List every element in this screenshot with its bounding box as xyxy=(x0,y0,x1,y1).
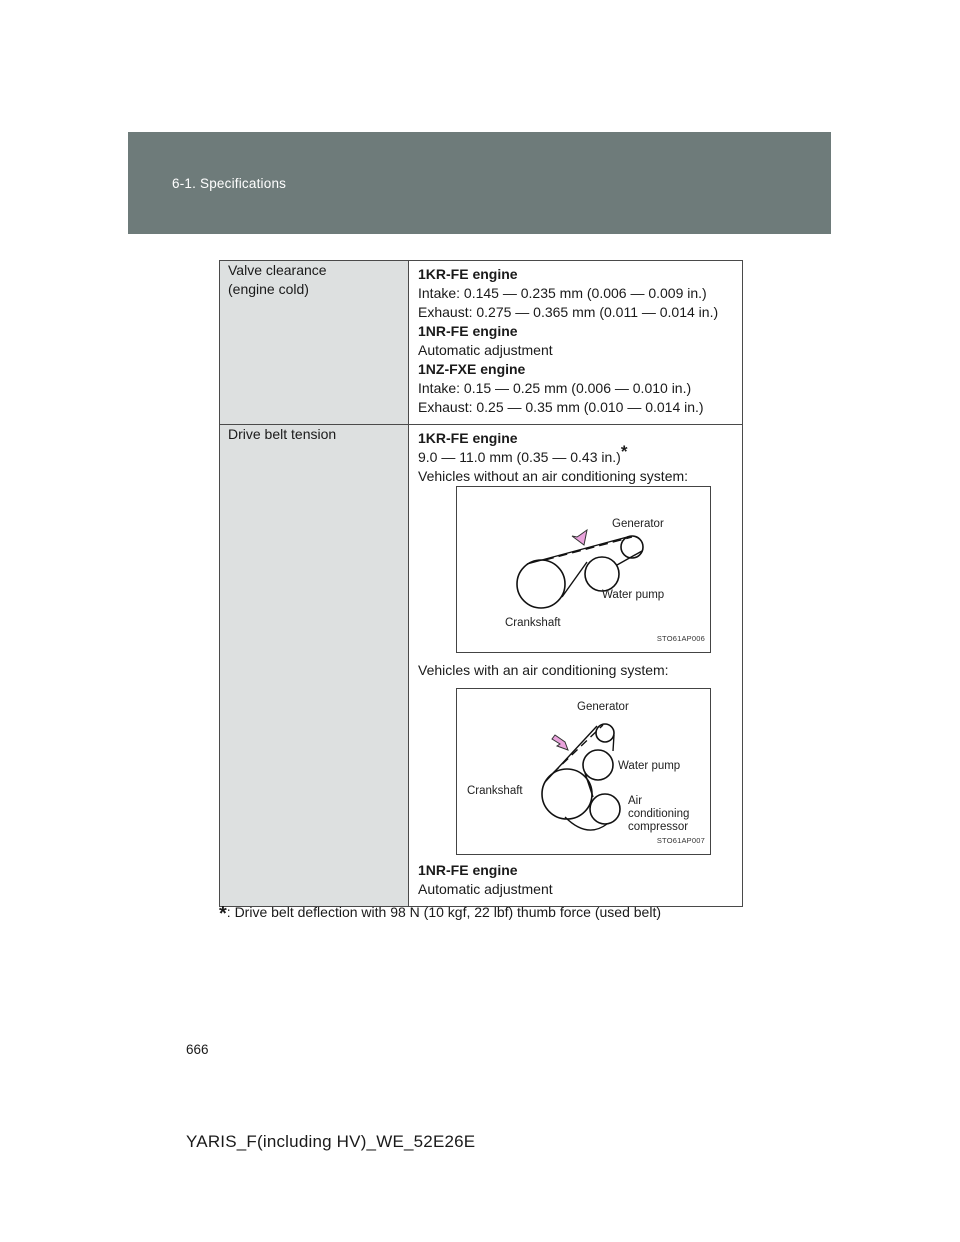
engine-1kr-heading: 1KR-FE engine xyxy=(418,430,518,446)
engine-1nr-value: Automatic adjustment xyxy=(418,881,553,897)
footnote xyxy=(219,903,661,926)
valve-clearance-line: Intake: 0.15 — 0.25 mm (0.006 — 0.010 in.) xyxy=(418,380,692,396)
valve-clearance-line: 1KR-FE engine xyxy=(418,266,518,282)
drive-belt-values xyxy=(409,425,743,907)
generator-pulley xyxy=(596,724,614,742)
belt-deflection-dashed xyxy=(545,537,632,560)
water-pump-pulley xyxy=(585,557,619,591)
table-row-drive-belt xyxy=(220,425,743,907)
drive-belt-label: Drive belt tension xyxy=(220,425,409,907)
generator-pulley xyxy=(621,536,643,558)
belt-gen-pump-run xyxy=(613,735,614,751)
valve-clearance-line: Intake: 0.145 — 0.235 mm (0.006 — 0.009 in.) xyxy=(418,285,707,301)
belt-left-run xyxy=(545,726,597,782)
page-number: 666 xyxy=(186,1042,209,1057)
label-crankshaft: Crankshaft xyxy=(505,617,561,629)
document-id: YARIS_F(including HV)_WE_52E26E xyxy=(186,1132,476,1151)
valve-clearance-line: Automatic adjustment xyxy=(418,342,553,358)
table-row-valve-clearance xyxy=(220,261,743,425)
valve-clearance-label-line2: (engine cold) xyxy=(228,281,309,297)
engine-1nr-heading: 1NR-FE engine xyxy=(418,862,518,878)
label-ac-line2: conditioning xyxy=(628,808,690,820)
valve-clearance-line: Exhaust: 0.25 — 0.35 mm (0.010 — 0.014 in.) xyxy=(418,399,704,415)
label-generator: Generator xyxy=(612,518,664,530)
label-ac-line1: Air xyxy=(628,795,643,807)
valve-clearance-lines xyxy=(418,265,733,417)
label-water-pump: Water pump xyxy=(618,760,681,772)
belt-lower-run xyxy=(562,562,587,597)
with-ac-caption: Vehicles with an air conditioning system: xyxy=(418,662,669,678)
diagram-code: STO61AP007 xyxy=(656,836,705,845)
footnote-text: : Drive belt deflection with 98 N (10 kgf, 22 lbf) thumb force (used belt) xyxy=(226,904,662,920)
valve-clearance-line: 1NZ-FXE engine xyxy=(418,361,526,377)
belt-pump-run xyxy=(617,551,642,565)
thumb-force-arrow-icon xyxy=(572,530,587,545)
belt-diagram-without-ac xyxy=(456,486,711,653)
belt-tension-text: 9.0 — 11.0 mm (0.35 — 0.43 in.) xyxy=(418,449,621,465)
label-crankshaft: Crankshaft xyxy=(467,785,523,797)
label-generator: Generator xyxy=(577,701,629,713)
valve-clearance-line: Exhaust: 0.275 — 0.365 mm (0.011 — 0.014 in.) xyxy=(418,304,719,320)
valve-clearance-label-line1: Valve clearance xyxy=(228,262,327,278)
footnote-asterisk: * xyxy=(620,442,628,461)
thumb-force-arrow-icon xyxy=(552,735,568,750)
valve-clearance-values xyxy=(409,261,743,425)
label-ac-line3: compressor xyxy=(628,821,689,833)
footnote-star: * xyxy=(219,903,227,925)
belt-routing-svg-1 xyxy=(457,487,710,652)
belt-tension-value xyxy=(418,442,733,467)
section-header-bar xyxy=(128,132,831,234)
section-title: 6-1. Specifications xyxy=(172,176,287,191)
specifications-table xyxy=(219,260,743,907)
label-water-pump: Water pump xyxy=(602,589,665,601)
valve-clearance-line: 1NR-FE engine xyxy=(418,323,518,339)
crankshaft-pulley xyxy=(517,560,565,608)
belt-diagram-with-ac xyxy=(456,688,711,855)
water-pump-pulley xyxy=(583,750,613,780)
ac-compressor-pulley xyxy=(590,794,620,824)
without-ac-caption: Vehicles without an air conditioning system: xyxy=(418,468,689,484)
diagram-code: STO61AP006 xyxy=(656,634,705,643)
valve-clearance-label xyxy=(220,261,409,425)
